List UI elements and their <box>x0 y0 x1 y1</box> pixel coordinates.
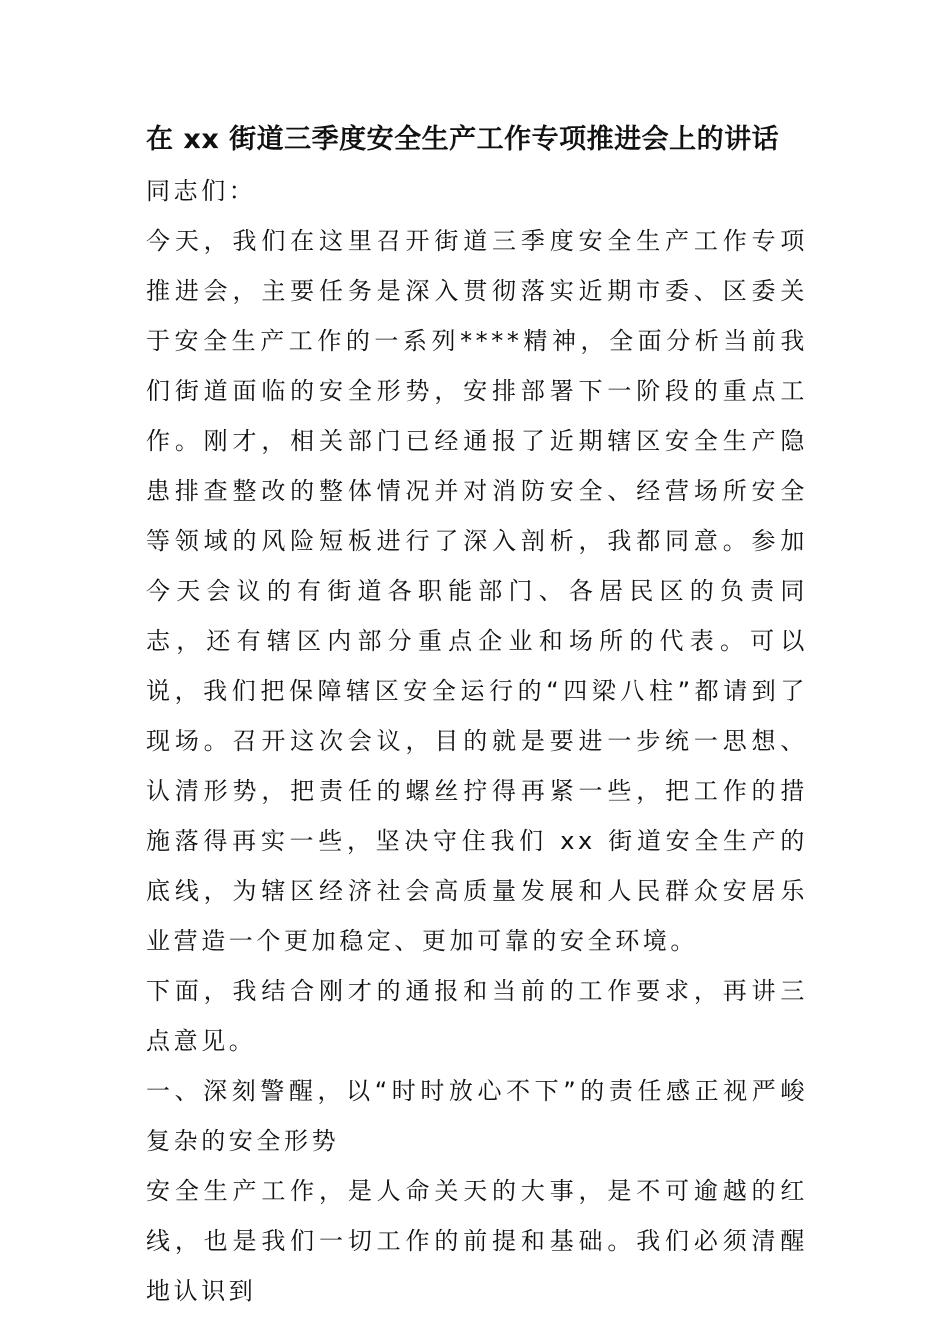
greeting-paragraph: 同志们： <box>146 177 257 205</box>
document-title: 在 xx 街道三季度安全生产工作专项推进会上的讲话 <box>146 124 780 155</box>
document-body <box>146 166 808 1316</box>
section-heading-1: 一、深刻警醒，以“时时放心不下”的责任感正视严峻复杂的安全形势 <box>146 1077 808 1155</box>
opening-paragraph: 今天，我们在这里召开街道三季度安全生产工作专项推进会，主要任务是深入贯彻落实近期市委、区委关于安全生产工作的一系列****精神，全面分析当前我们街道面临的安全形势，安排部署下一阶段的重点工作。刚才，相关部门已经通报了近期辖区安全生产隐患排查整改的整体情况并对消防安全、经营场所安全等领域的风险短板进行了深入剖析，我都同意。参加今天会议的有街道各职能部门、各居民区的负责同志，还有辖区内部分重点企业和场所的代表。可以说，我们把保障辖区安全运行的“四梁八柱”都请到了现场。召开这次会议，目的就是要进一步统一思想、认清形势，把责任的螺丝拧得再紧一些，把工作的措施落得再实一些，坚决守住我们 xx 街道安全生产的底线，为辖区经济社会高质量发展和人民群众安居乐业营造一个更加稳定、更加可靠的安全环境。 <box>146 227 808 955</box>
section-1-paragraph: 安全生产工作，是人命关天的大事，是不可逾越的红线，也是我们一切工作的前提和基础。我们必须清醒地认识到 <box>146 1177 808 1305</box>
transition-paragraph: 下面，我结合刚才的通报和当前的工作要求，再讲三点意见。 <box>146 977 808 1055</box>
